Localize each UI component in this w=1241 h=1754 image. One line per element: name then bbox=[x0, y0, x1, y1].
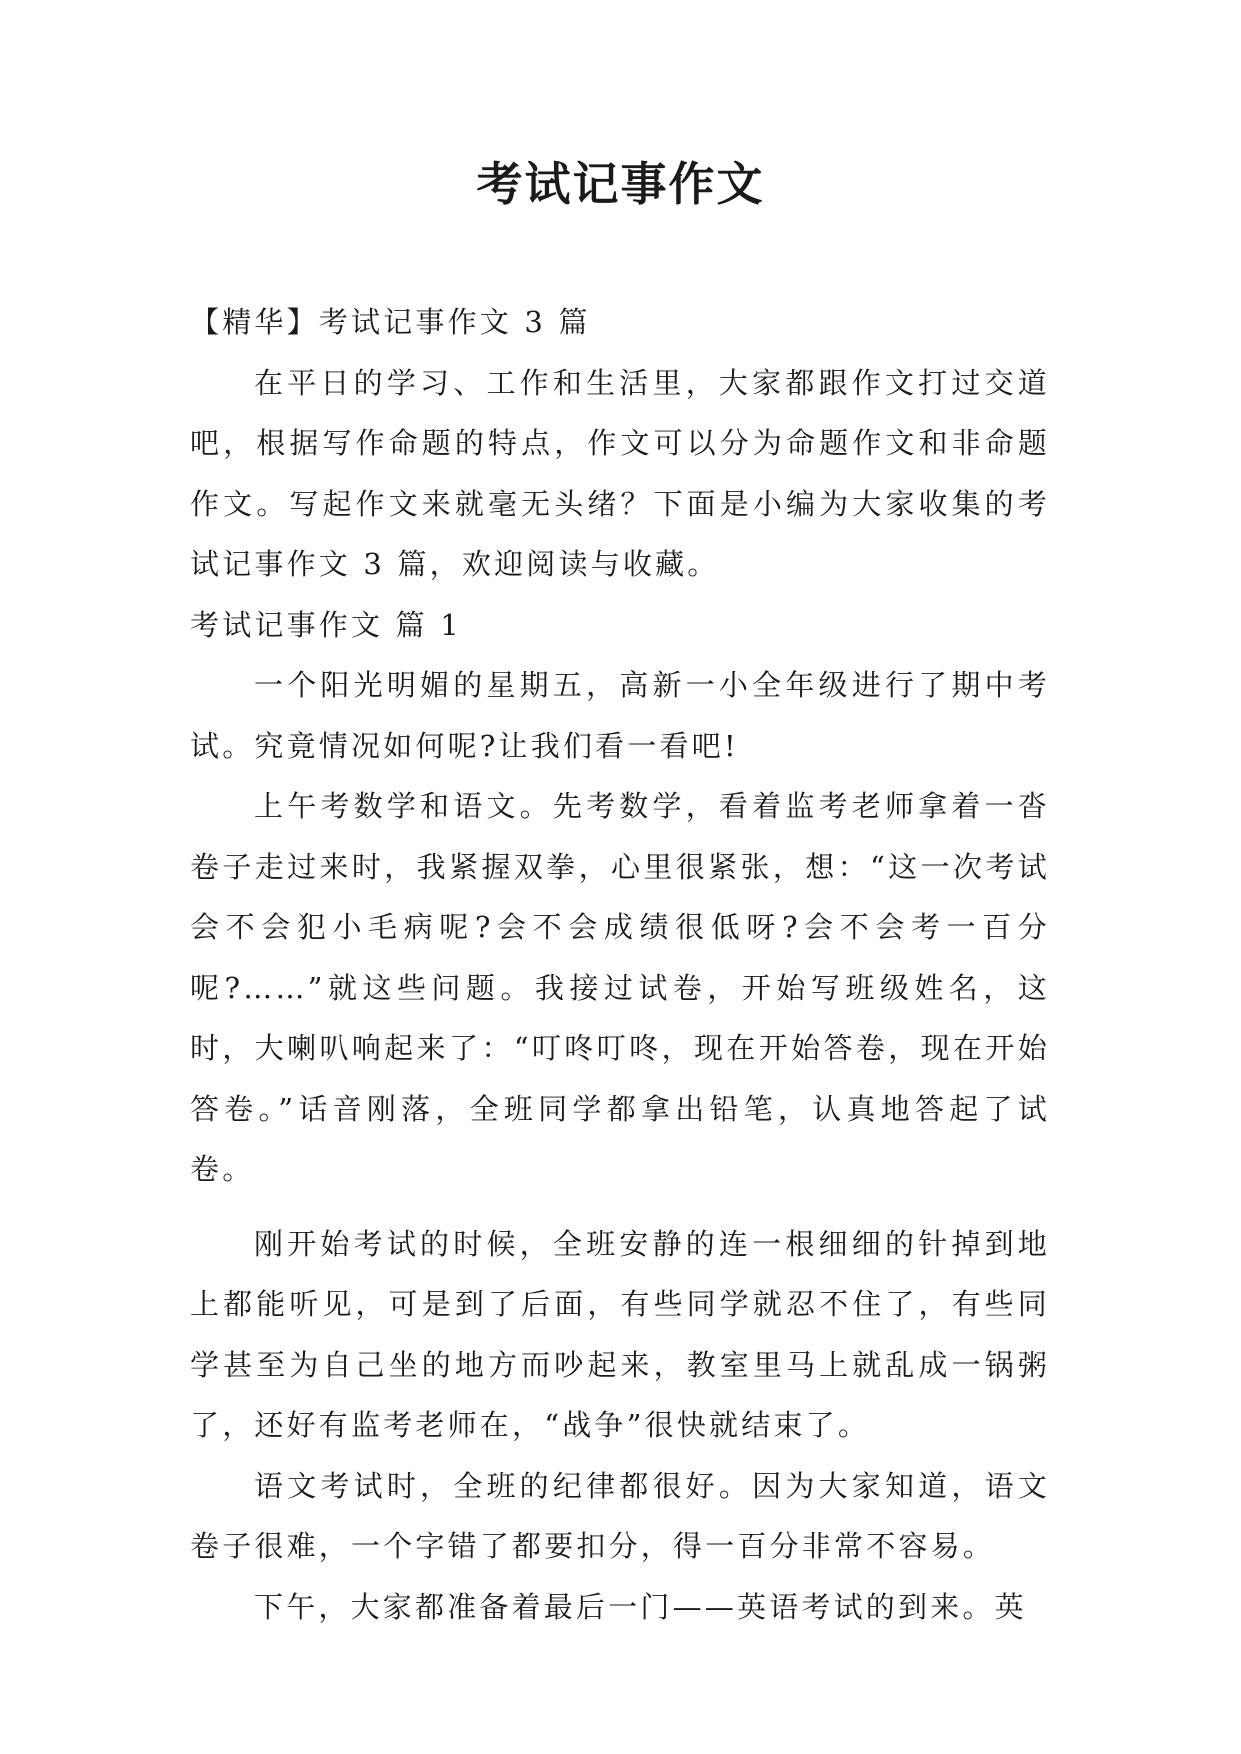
document-title: 考试记事作文 bbox=[476, 157, 765, 211]
paragraph: 刚开始考试的时候，全班安静的连一根细细的针掉到地上都能听见，可是到了后面，有些同学就忍不住了，有些同学甚至为自己坐的地方而吵起来，教室里马上就乱成一锅粥了，还好有监考老师在，“战争”很快就结束了。 bbox=[190, 1226, 1050, 1442]
paragraph: 语文考试时，全班的纪律都很好。因为大家知道，语文卷子很难，一个字错了都要扣分，得一百分非常不容易。 bbox=[190, 1468, 1050, 1563]
document-body bbox=[190, 292, 1050, 1637]
paragraph: 一个阳光明媚的星期五，高新一小全年级进行了期中考试。究竟情况如何呢?让我们看一看吧! bbox=[190, 668, 1050, 763]
intro-paragraph: 在平日的学习、工作和生活里，大家都跟作文打过交道吧，根据写作命题的特点，作文可以分为命题作文和非命题作文。写起作文来就毫无头绪？下面是小编为大家收集的考试记事作文 3 篇，欢迎阅读与收藏。 bbox=[190, 365, 1050, 581]
paragraph: 上午考数学和语文。先考数学，看着监考老师拿着一沓卷子走过来时，我紧握双拳，心里很紧张，想：“这一次考试会不会犯小毛病呢?会不会成绩很低呀?会不会考一百分呢?……”就这些问题。我接过试卷，开始写班级姓名，这时，大喇叭响起来了：“叮咚叮咚，现在开始答卷，现在开始答卷。”话音刚落，全班同学都拿出铅笔，认真地答起了试卷。 bbox=[190, 789, 1050, 1186]
paragraph: 下午，大家都准备着最后一门——英语考试的到来。英 bbox=[254, 1589, 1027, 1624]
document-subtitle: 【精华】考试记事作文 3 篇 bbox=[190, 305, 591, 339]
section-heading: 考试记事作文 篇 1 bbox=[190, 607, 462, 642]
